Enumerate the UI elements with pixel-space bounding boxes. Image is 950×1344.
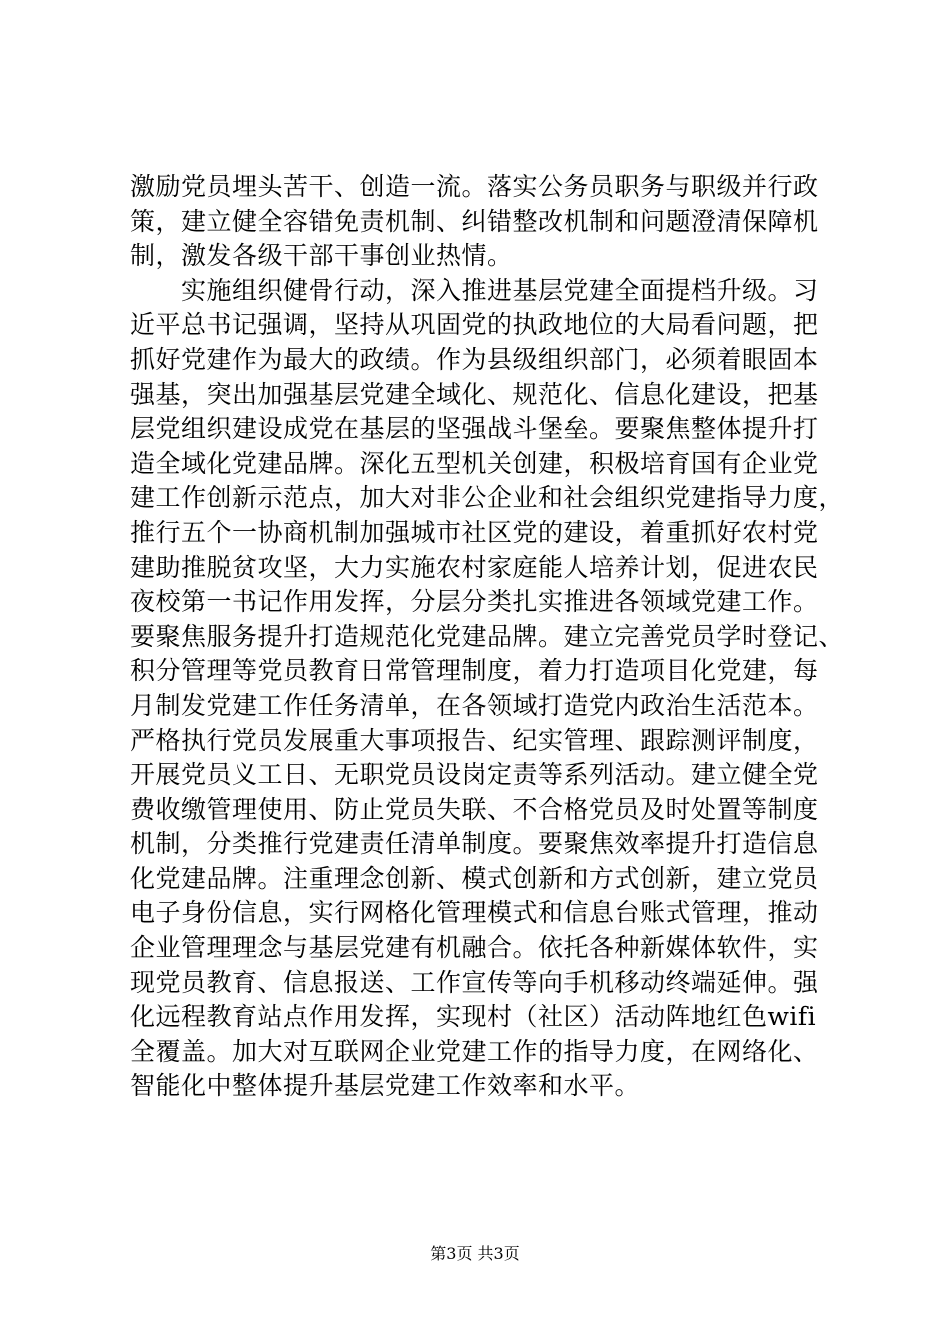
text-line: 实施组织健骨行动，深入推进基层党建全面提档升级。习 (130, 275, 819, 305)
text-line: 智能化中整体提升基层党建工作效率和水平。 (130, 1071, 641, 1101)
text-line: 月制发党建工作任务清单，在各领域打造党内政治生活范本。 (130, 690, 819, 720)
text-line: 严格执行党员发展重大事项报告、纪实管理、跟踪测评制度， (130, 725, 819, 755)
text-line: 机制，分类推行党建责任清单制度。要聚焦效率提升打造信息 (130, 829, 819, 859)
body-text (130, 170, 845, 1104)
text-line: 现党员教育、信息报送、工作宣传等向手机移动终端延伸。强 (130, 967, 819, 997)
text-line: 激励党员埋头苦干、创造一流。落实公务员职务与职级并行政 (130, 172, 819, 201)
text-line: 策，建立健全容错免责机制、纠错整改机制和问题澄清保障机 (130, 206, 819, 236)
text-line: 建助推脱贫攻坚，大力实施农村家庭能人培养计划，促进农民 (130, 552, 819, 582)
text-line: 推行五个一协商机制加强城市社区党的建设，着重抓好农村党 (130, 517, 819, 547)
text-line: 化远程教育站点作用发挥，实现村（社区）活动阵地红色wifi (130, 1002, 817, 1032)
text-line: 强基，突出加强基层党建全域化、规范化、信息化建设，把基 (130, 379, 819, 409)
text-line: 抓好党建作为最大的政绩。作为县级组织部门，必须着眼固本 (130, 344, 819, 374)
text-line: 企业管理理念与基层党建有机融合。依托各种新媒体软件，实 (130, 933, 819, 963)
page-footer: 第3页 共3页 (430, 1244, 520, 1263)
text-line: 制，激发各级干部干事创业热情。 (130, 241, 513, 271)
text-line: 电子身份信息，实行网格化管理模式和信息台账式管理，推动 (130, 898, 819, 928)
text-line: 全覆盖。加大对互联网企业党建工作的指导力度，在网络化、 (130, 1036, 819, 1066)
text-line: 费收缴管理使用、防止党员失联、不合格党员及时处置等制度 (130, 794, 819, 824)
text-line: 建工作创新示范点，加大对非公企业和社会组织党建指导力度， (130, 483, 845, 513)
text-line: 积分管理等党员教育日常管理制度，着力打造项目化党建，每 (130, 656, 819, 686)
text-line: 造全域化党建品牌。深化五型机关创建，积极培育国有企业党 (130, 448, 819, 478)
text-line: 化党建品牌。注重理念创新、模式创新和方式创新，建立党员 (130, 863, 819, 893)
text-line: 开展党员义工日、无职党员设岗定责等系列活动。建立健全党 (130, 760, 819, 790)
text-line: 要聚焦服务提升打造规范化党建品牌。建立完善党员学时登记、 (130, 621, 845, 651)
text-line: 层党组织建设成党在基层的坚强战斗堡垒。要聚焦整体提升打 (130, 414, 819, 444)
text-line: 夜校第一书记作用发挥，分层分类扎实推进各领域党建工作。 (130, 587, 819, 617)
text-line: 近平总书记强调，坚持从巩固党的执政地位的大局看问题，把 (130, 310, 819, 340)
